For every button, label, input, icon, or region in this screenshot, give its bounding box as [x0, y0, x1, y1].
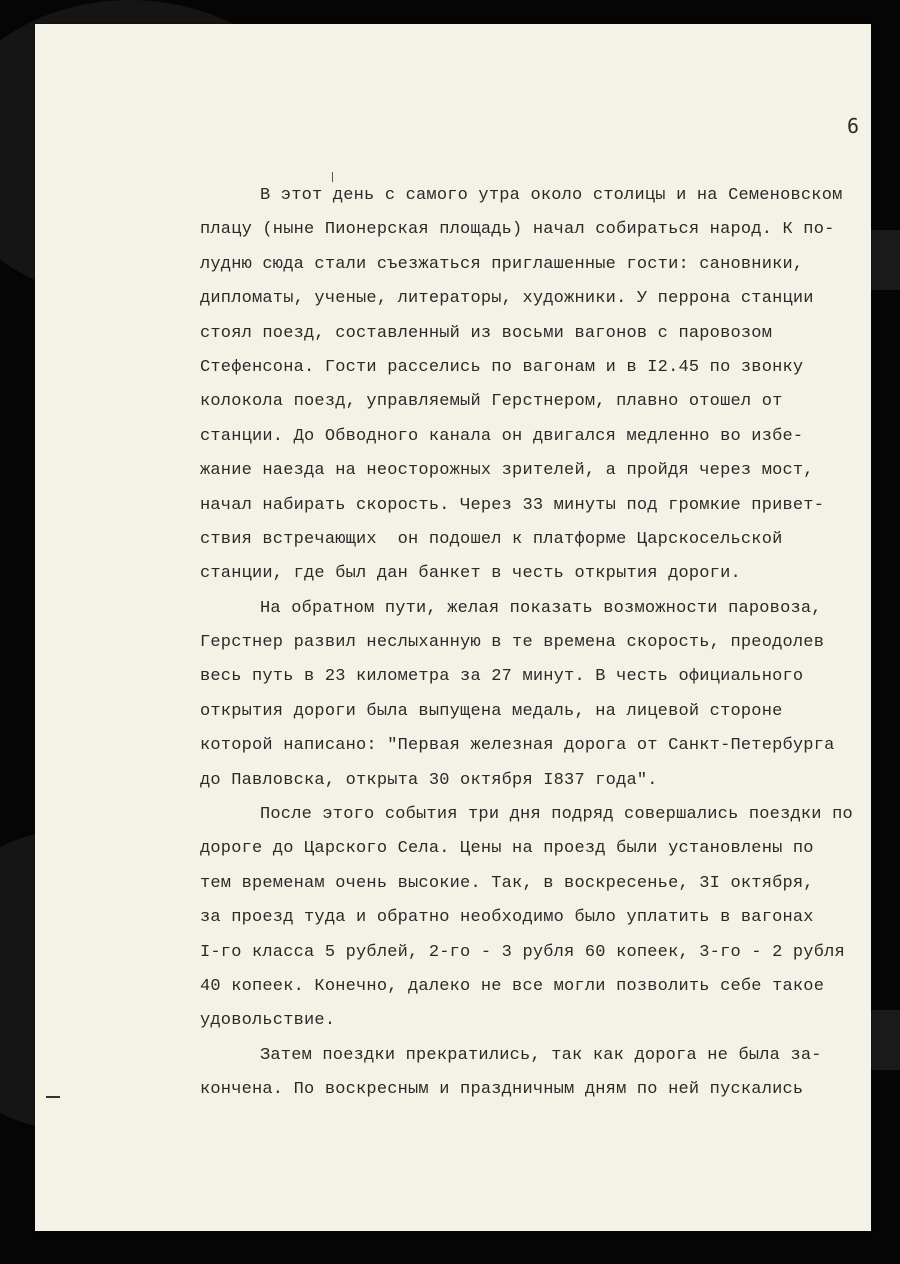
text-line: лудню сюда стали съезжаться приглашенные гости: сановники, — [200, 254, 804, 274]
text-line: Стефенсона. Гости расселись по вагонам и в I2.45 по звонку — [200, 357, 804, 377]
text-line: которой написано: "Первая железная дорога от Санкт-Петербурга — [200, 736, 835, 756]
page-number: 6 — [847, 114, 860, 138]
text-line: I-го класса 5 рублей, 2-го - 3 рубля 60 копеек, 3-го - 2 рубля — [200, 942, 845, 962]
text-line: удовольствие. — [200, 1011, 336, 1031]
text-line: весь путь в 23 километра за 27 минут. В честь официального — [200, 667, 804, 687]
margin-mark — [46, 1096, 60, 1098]
text-line: открытия дороги была выпущена медаль, на лицевой стороне — [200, 701, 783, 721]
text-line: В этот день с самого утра около столицы и на Семеновском — [260, 186, 843, 205]
text-line: плацу (ныне Пионерская площадь) начал собираться народ. К по- — [200, 220, 835, 240]
text-line: На обратном пути, желая показать возможности паровоза, — [260, 598, 822, 618]
text-line: за проезд туда и обратно необходимо было уплатить в вагонах — [200, 908, 814, 928]
text-line: ствия встречающих он подошел к платформе Царскосельской — [200, 529, 783, 549]
typewritten-text — [200, 179, 860, 1108]
text-line: жание наезда на неосторожных зрителей, а пройдя через мост, — [200, 461, 814, 481]
text-line: стоял поезд, составленный из восьми вагонов с паровозом — [200, 323, 773, 343]
text-line: станции, где был дан банкет в честь открытия дороги. — [200, 564, 741, 584]
text-line: кончена. По воскресным и праздничным дням по ней пускались — [200, 1080, 804, 1100]
text-line: начал набирать скорость. Через 33 минуты под громкие привет- — [200, 495, 825, 515]
text-line: После этого события три дня подряд совершались поездки по — [260, 805, 853, 825]
text-line: колокола поезд, управляемый Герстнером, плавно отошел от — [200, 392, 783, 412]
text-line: станции. До Обводного канала он двигался медленно во избе- — [200, 426, 804, 446]
text-line: 40 копеек. Конечно, далеко не все могли позволить себе такое — [200, 976, 825, 996]
text-line: тем временам очень высокие. Так, в воскресенье, 3I октября, — [200, 873, 814, 893]
text-line: дипломаты, ученые, литераторы, художники. У перрона станции — [200, 289, 814, 309]
text-line: Затем поездки прекратились, так как дорога не была за- — [260, 1045, 822, 1065]
text-line: Герстнер развил неслыханную в те времена скорость, преодолев — [200, 633, 825, 653]
text-line: до Павловска, открыта 30 октября I837 года". — [200, 770, 658, 790]
text-line: дороге до Царского Села. Цены на проезд были установлены по — [200, 839, 814, 859]
